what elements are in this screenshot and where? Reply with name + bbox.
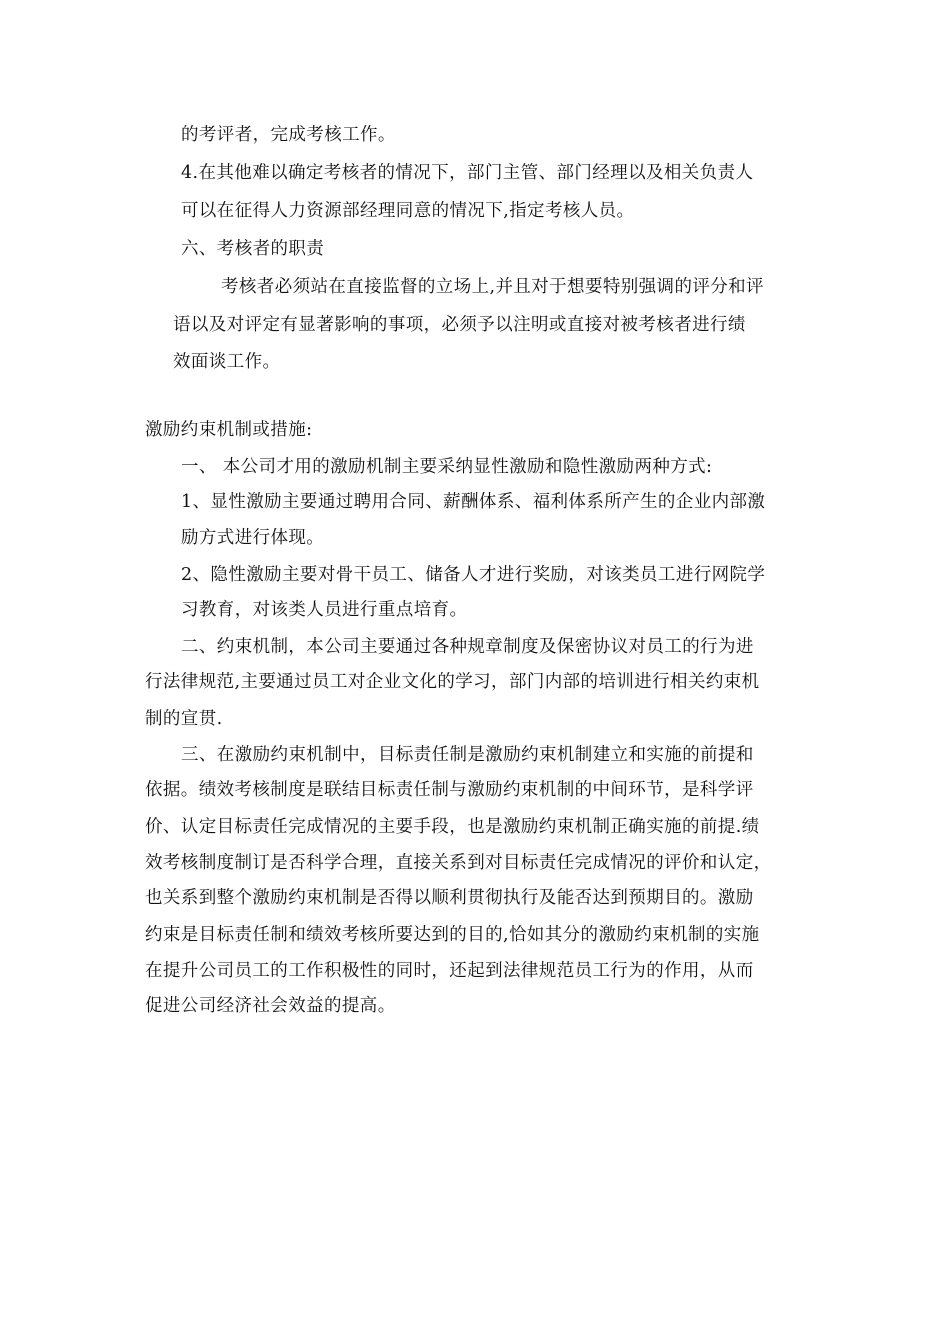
text-line: 4.在其他难以确定考核者的情况下，部门主管、部门经理以及相关负责人 — [181, 163, 754, 183]
text-line: 制的宣贯. — [145, 709, 223, 729]
text-line: 促进公司经济社会效益的提高。 — [145, 996, 396, 1016]
text-line: 价、认定目标责任完成情况的主要手段，也是激励约束机制正确实施的前提.绩 — [145, 817, 760, 837]
section-heading: 六、考核者的职责 — [181, 239, 325, 259]
text-line: 一、 本公司才用的激励机制主要采纳显性激励和隐性激励两种方式: — [181, 457, 713, 477]
text-line: 考核者必须站在直接监督的立场上,并且对于想要特别强调的评分和评 — [221, 277, 764, 297]
text-line: 励方式进行体现。 — [181, 528, 325, 548]
section-heading: 激励约束机制或措施: — [145, 420, 313, 440]
text-line: 三、在激励约束机制中，目标责任制是激励约束机制建立和实施的前提和 — [181, 745, 754, 765]
text-line: 约束是目标责任制和绩效考核所要达到的目的,恰如其分的激励约束机制的实施 — [145, 925, 760, 945]
text-line: 的考评者，完成考核工作。 — [181, 125, 396, 145]
text-line: 效面谈工作。 — [173, 352, 281, 372]
text-line: 效考核制度制订是否科学合理，直接关系到对目标责任完成情况的评价和认定， — [145, 853, 772, 873]
text-line: 二、约束机制，本公司主要通过各种规章制度及保密协议对员工的行为进 — [181, 637, 754, 657]
text-line: 依据。绩效考核制度是联结目标责任制与激励约束机制的中间环节，是科学评 — [145, 780, 754, 800]
text-line: 行法律规范,主要通过员工对企业文化的学习，部门内部的培训进行相关约束机 — [145, 672, 760, 692]
text-line: 1、显性激励主要通过聘用合同、薪酬体系、福利体系所产生的企业内部激 — [181, 492, 766, 512]
text-line: 语以及对评定有显著影响的事项，必须予以注明或直接对被考核者进行绩 — [173, 315, 746, 335]
text-line: 习教育，对该类人员进行重点培育。 — [181, 600, 468, 620]
text-line: 在提升公司员工的工作积极性的同时，还起到法律规范员工行为的作用，从而 — [145, 961, 754, 981]
text-line: 可以在征得人力资源部经理同意的情况下,指定考核人员。 — [181, 201, 635, 221]
text-line: 2、隐性激励主要对骨干员工、储备人才进行奖励，对该类员工进行网院学 — [181, 565, 766, 585]
text-line: 也关系到整个激励约束机制是否得以顺利贯彻执行及能否达到预期目的。激励 — [145, 888, 754, 908]
